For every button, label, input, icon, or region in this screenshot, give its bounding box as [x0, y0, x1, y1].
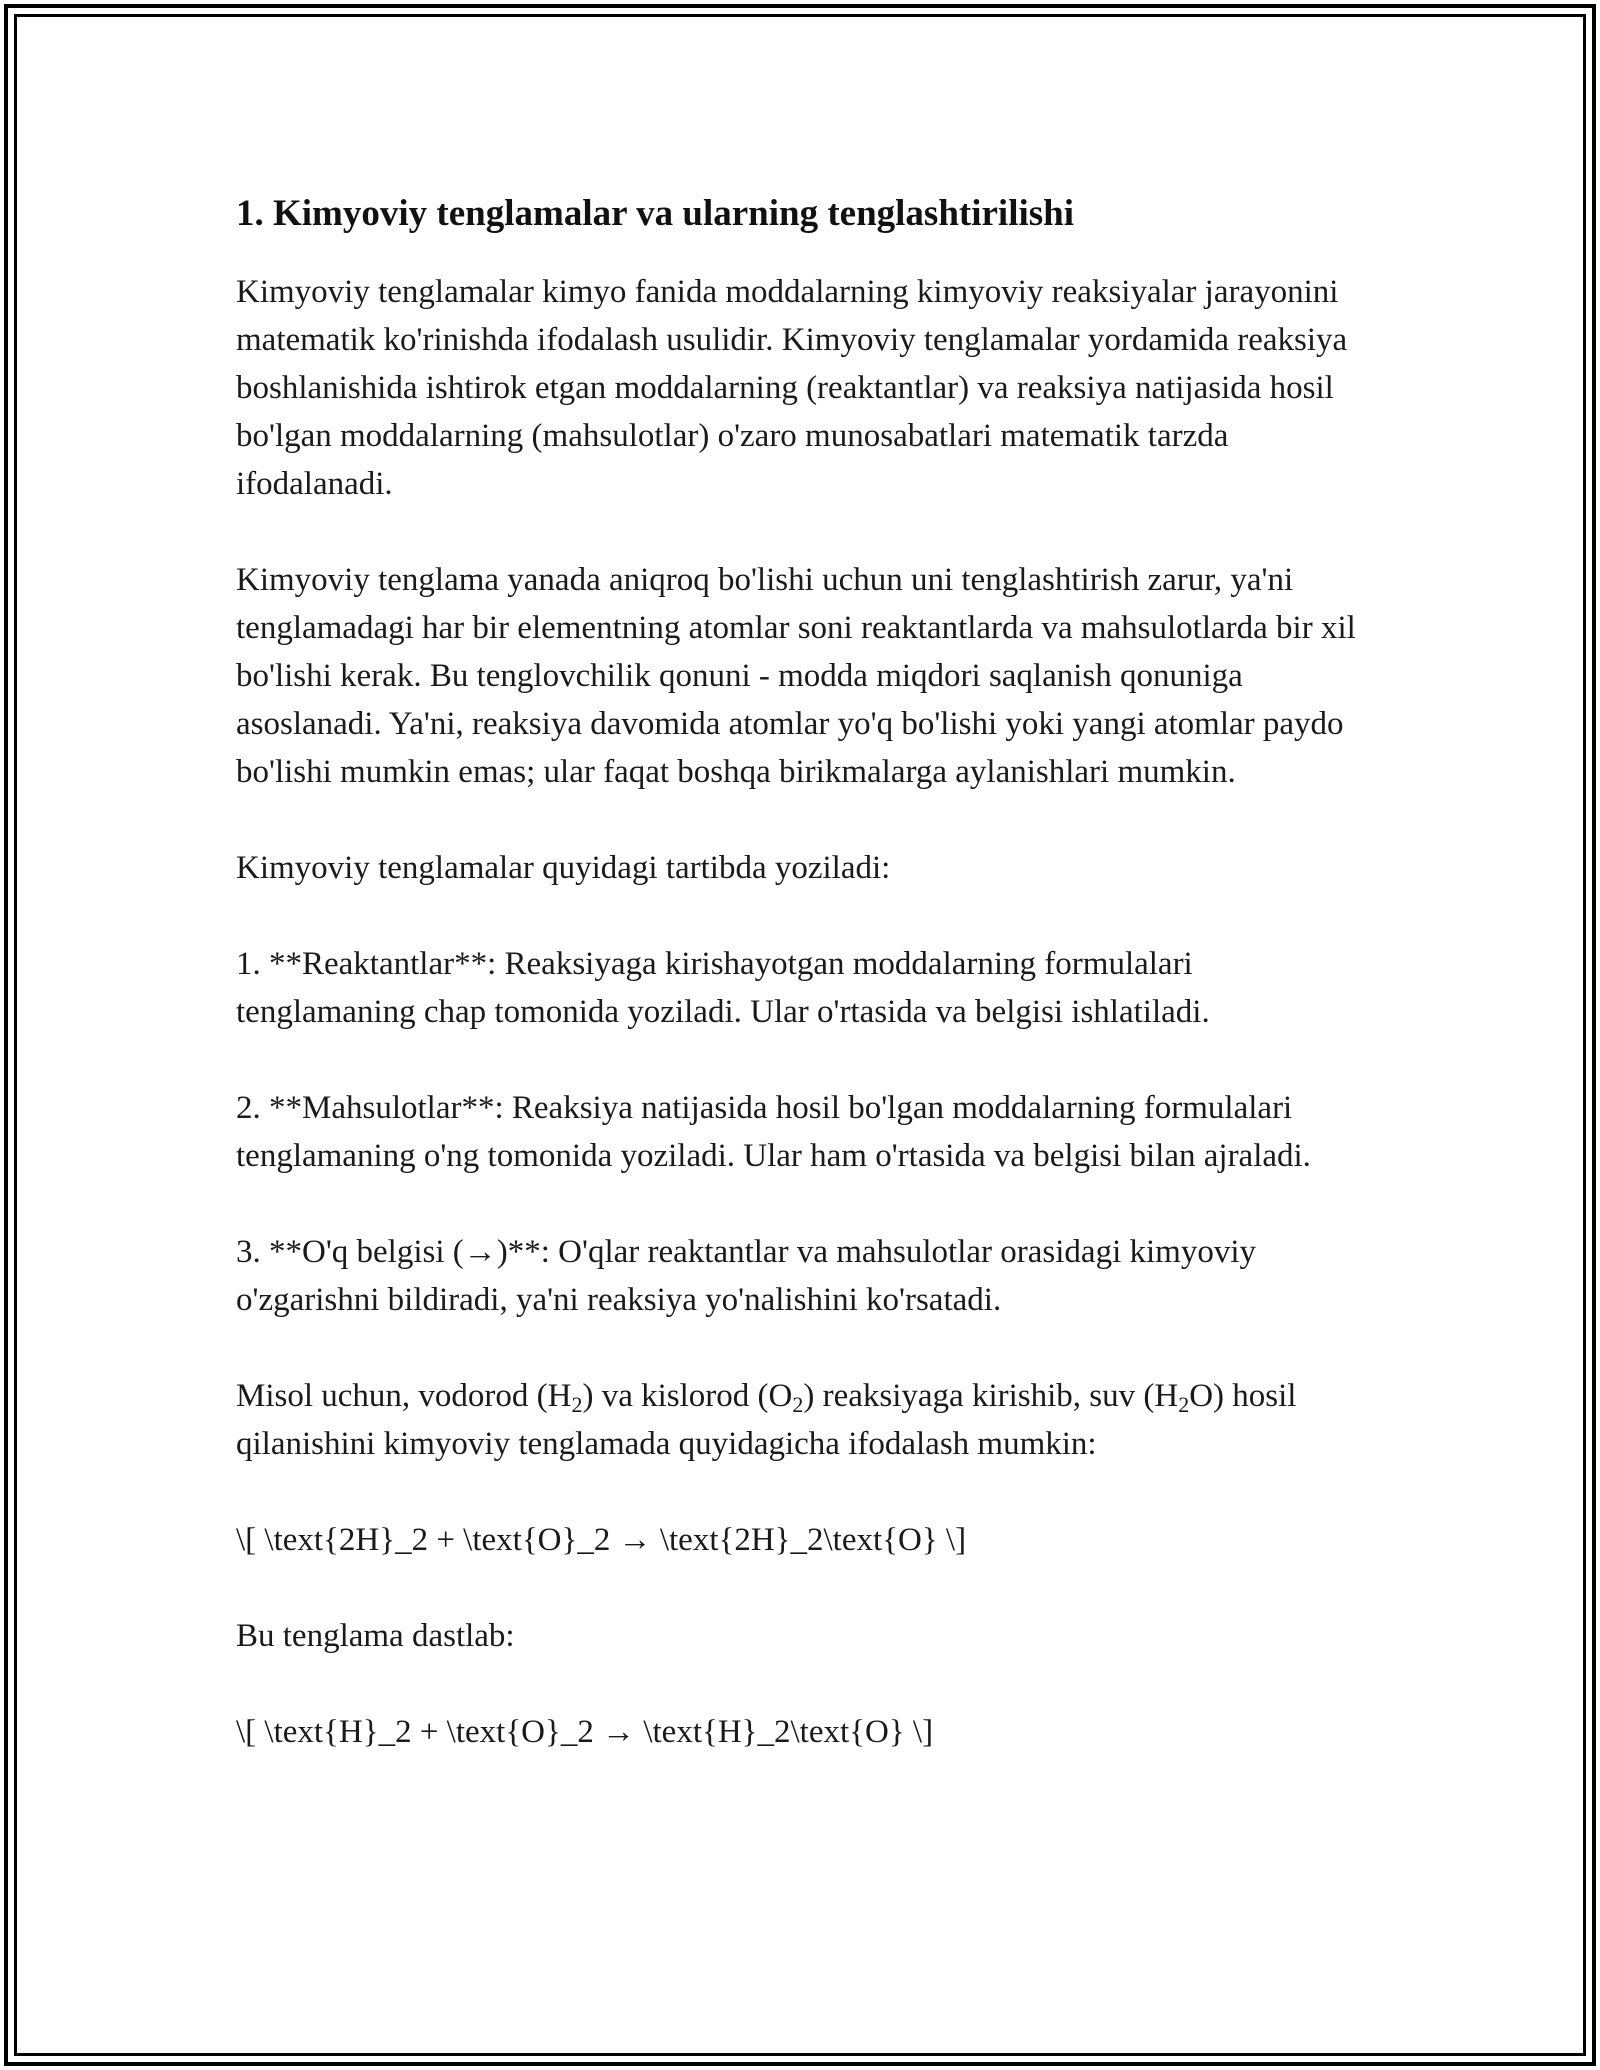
unbalanced-equation: \[ \text{H}_2 + \text{O}_2 → \text{H}_2\text{O} \]: [236, 1714, 934, 1750]
subscript-o2: 2: [792, 1392, 804, 1417]
example-text-4: O) hosil qilanishini kimyoviy tenglamada quyidagicha ifodalash mumkin:: [236, 1378, 1297, 1462]
list-item-products: 2. **Mahsulotlar**: Reaksiya natijasida hosil bo'lgan moddalarning formulalari tenglamaning o'ng tomonida yoziladi. Ular ham o'rtasida va belgisi bilan ajraladi.: [236, 1090, 1311, 1174]
document-body: [236, 186, 1376, 1804]
balancing-paragraph: Kimyoviy tenglama yanada aniqroq bo'lishi uchun uni tenglashtirish zarur, ya'ni tenglamadagi har bir elementning atomlar soni reaktantlarda va mahsulotlarda bir xil bo'lishi kerak. Bu tenglovchilik qonuni - modda miqdori saqlanish qonuniga asoslanadi. Ya'ni, reaksiya davomida atomlar yo'q bo'lishi yoki yangi atomlar paydo bo'lishi mumkin emas; ular faqat boshqa birikmalarga aylanishlari mumkin.: [236, 562, 1356, 790]
section-heading: 1. Kimyoviy tenglamalar va ularning tenglashtirilishi: [236, 193, 1075, 234]
example-text-2: ) va kislorod (O: [582, 1378, 793, 1414]
example-text-1: Misol uchun, vodorod (H: [236, 1378, 572, 1414]
list-item-arrow: 3. **O'q belgisi (→)**: O'qlar reaktantlar va mahsulotlar orasidagi kimyoviy o'zgarishni bildiradi, ya'ni reaksiya yo'nalishini ko'rsatadi.: [236, 1234, 1256, 1318]
example-paragraph: [236, 1372, 1376, 1468]
subscript-h2o: 2: [1178, 1392, 1190, 1417]
balanced-equation: \[ \text{2H}_2 + \text{O}_2 → \text{2H}_2\text{O} \]: [236, 1522, 967, 1558]
intro-paragraph: Kimyoviy tenglamalar kimyo fanida moddalarning kimyoviy reaksiyalar jarayonini matematik ko'rinishda ifodalash usulidir. Kimyoviy tenglamalar yordamida reaksiya boshlanishida ishtirok etgan moddalarning (reaktantlar) va reaksiya natijasida hosil bo'lgan moddalarning (mahsulotlar) o'zaro munosabatlari matematik tarzda ifodalanadi.: [236, 274, 1348, 502]
order-intro-paragraph: Kimyoviy tenglamalar quyidagi tartibda yoziladi:: [236, 850, 891, 886]
example-text-3: ) reaksiyaga kirishib, suv (H: [803, 1378, 1179, 1414]
subscript-h2: 2: [571, 1392, 583, 1417]
list-item-reactants: 1. **Reaktantlar**: Reaksiyaga kirishayotgan moddalarning formulalari tenglamaning chap tomonida yoziladi. Ular o'rtasida va belgisi ishlatiladi.: [236, 946, 1210, 1030]
initial-equation-intro: Bu tenglama dastlab:: [236, 1618, 515, 1654]
